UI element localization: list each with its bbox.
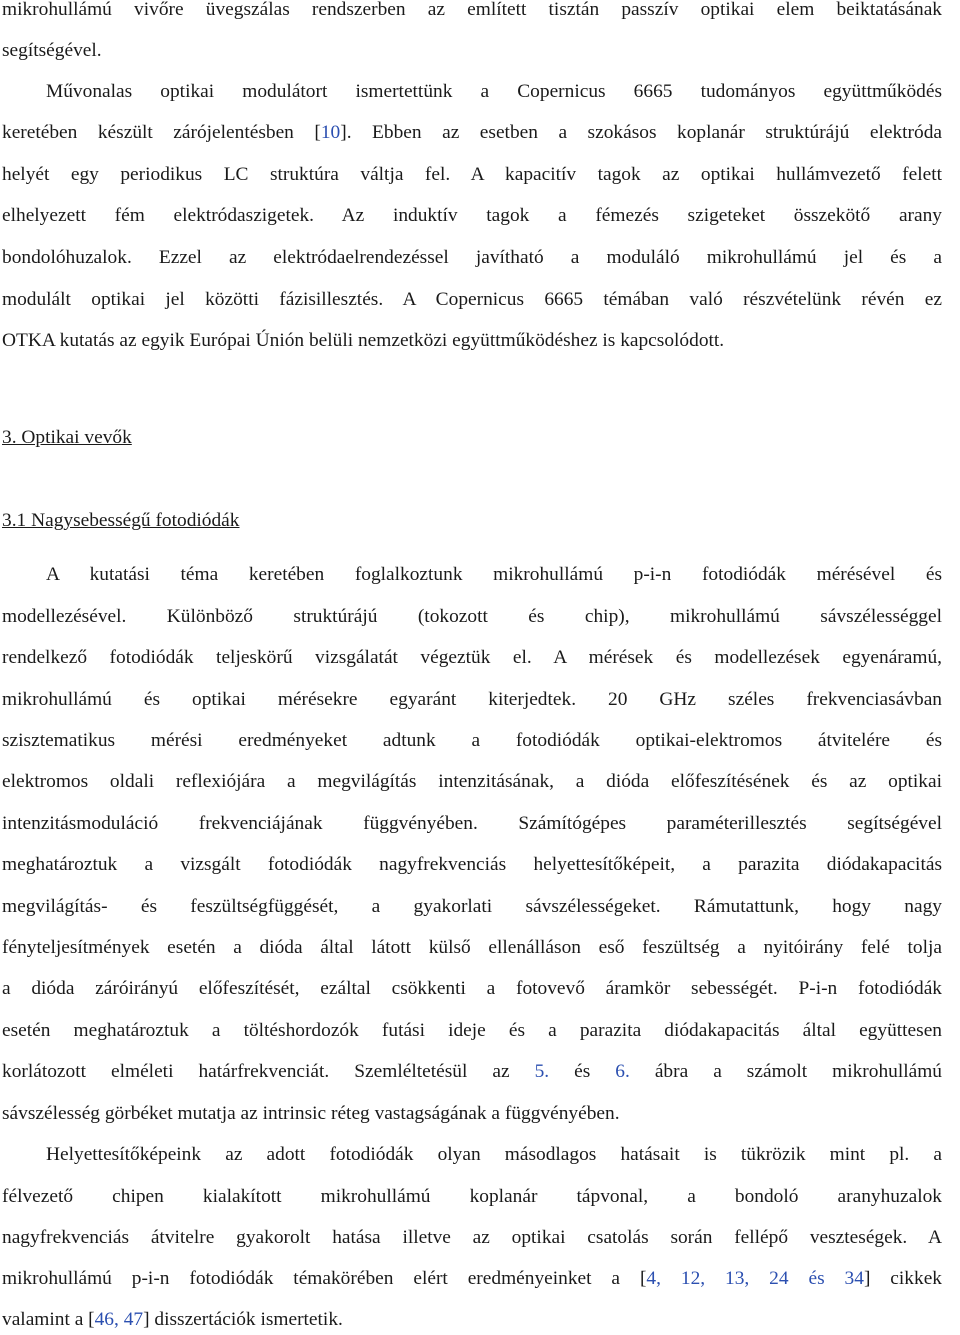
paragraph-line: a dióda záróirányú előfeszítését, ezáltal csökkenti a fotovevő áramkör sebességét. P-i-n fotodiódák xyxy=(2,978,942,999)
paragraph-line: esetén meghatároztuk a töltéshordozók futási ideje és a parazita diódakapacitás által együttesen xyxy=(2,1020,942,1041)
section-heading: 3. Optikai vevők xyxy=(2,427,132,448)
figure-link[interactable]: 5. xyxy=(534,1061,550,1082)
paragraph-line: modulált optikai jel közötti fázisillesztés. A Copernicus 6665 témában való részvételünk révén ez xyxy=(2,289,942,310)
figure-link[interactable]: 6. xyxy=(615,1061,630,1082)
paragraph-line: bondolóhuzalok. Ezzel az elektródaelrendezéssel javítható a moduláló mikrohullámú jel és a xyxy=(2,247,942,268)
paragraph-line: fényteljesítmények esetén a dióda által látott külső ellenálláson eső feszültség a nyitóirány felé tolja xyxy=(2,937,942,958)
paragraph-line: meghatároztuk a vizsgált fotodiódák nagyfrekvenciás helyettesítőképeit, a parazita diódakapacitás xyxy=(2,854,942,875)
paragraph-line: Helyettesítőképeink az adott fotodiódák olyan másodlagos hatásait is tükrözik mint pl. a xyxy=(46,1144,942,1165)
paragraph-line: segítségével. xyxy=(2,40,102,61)
paragraph-line: nagyfrekvenciás átvitelre gyakorolt hatása illetve az optikai csatolás során fellépő veszteségek. A xyxy=(2,1227,942,1248)
paragraph-line: modellezésével. Különböző struktúrájú (tokozott és chip), mikrohullámú sávszélességgel xyxy=(2,606,942,627)
paragraph-line: Művonalas optikai modulátort ismertettünk a Copernicus 6665 tudományos együttműködés xyxy=(46,81,942,102)
paragraph-line: mikrohullámú p-i-n fotodiódák témakörében elért eredményeinket a [4, 12, 13, 24 és 34] cikkek xyxy=(2,1268,942,1289)
paragraph-line: mikrohullámú vivőre üvegszálas rendszerben az említett tisztán passzív optikai elem beiktatásának xyxy=(2,0,942,20)
paragraph-line: valamint a [46, 47] disszertációk ismertetik. xyxy=(2,1309,343,1330)
citation-link[interactable]: 4, 12, 13, 24 és 34 xyxy=(646,1268,864,1289)
paragraph-line: megvilágítás- és feszültségfüggését, a gyakorlati sávszélességeket. Rámutattunk, hogy nagy xyxy=(2,896,942,917)
paragraph-line: félvezető chipen kialakított mikrohullámú koplanár tápvonal, a bondoló aranyhuzalok xyxy=(2,1186,942,1207)
paragraph-line: helyét egy periodikus LC struktúra váltja fel. A kapacitív tagok az optikai hullámvezető felett xyxy=(2,164,942,185)
paragraph-line: korlátozott elméleti határfrekvenciát. Szemléltetésül az 5. és 6. ábra a számolt mikrohullámú xyxy=(2,1061,942,1082)
paragraph-line: intenzitásmoduláció frekvenciájának függvényében. Számítógépes paraméterillesztés segítségével xyxy=(2,813,942,834)
paragraph-line: A kutatási téma keretében foglalkoztunk mikrohullámú p-i-n fotodiódák mérésével és xyxy=(46,564,942,585)
paragraph-line: rendelkező fotodiódák teljeskörű vizsgálatát végeztük el. A mérések és modellezések egyenáramú, xyxy=(2,647,942,668)
paragraph-line: szisztematikus mérési eredményeket adtunk a fotodiódák optikai-elektromos átvitelére és xyxy=(2,730,942,751)
paragraph-line: elektromos oldali reflexiójára a megvilágítás intenzitásának, a dióda előfeszítésének és az optikai xyxy=(2,771,942,792)
citation-link[interactable]: 46, 47 xyxy=(94,1309,144,1330)
subsection-heading: 3.1 Nagysebességű fotodiódák xyxy=(2,510,240,531)
paragraph-line: mikrohullámú és optikai mérésekre egyaránt kiterjedtek. 20 GHz széles frekvenciasávban xyxy=(2,689,942,710)
paragraph-line: sávszélesség görbéket mutatja az intrinsic réteg vastagságának a függvényében. xyxy=(2,1103,620,1124)
paragraph-line: keretében készült zárójelentésben [10]. Ebben az esetben a szokásos koplanár struktúrájú elektróda xyxy=(2,122,942,143)
paragraph-line: elhelyezett fém elektródaszigetek. Az induktív tagok a fémezés szigeteket összekötő arany xyxy=(2,205,942,226)
citation-link[interactable]: 10 xyxy=(320,122,341,143)
paragraph-line: OTKA kutatás az egyik Európai Únión belüli nemzetközi együttműködéshez is kapcsolódott. xyxy=(2,330,725,351)
